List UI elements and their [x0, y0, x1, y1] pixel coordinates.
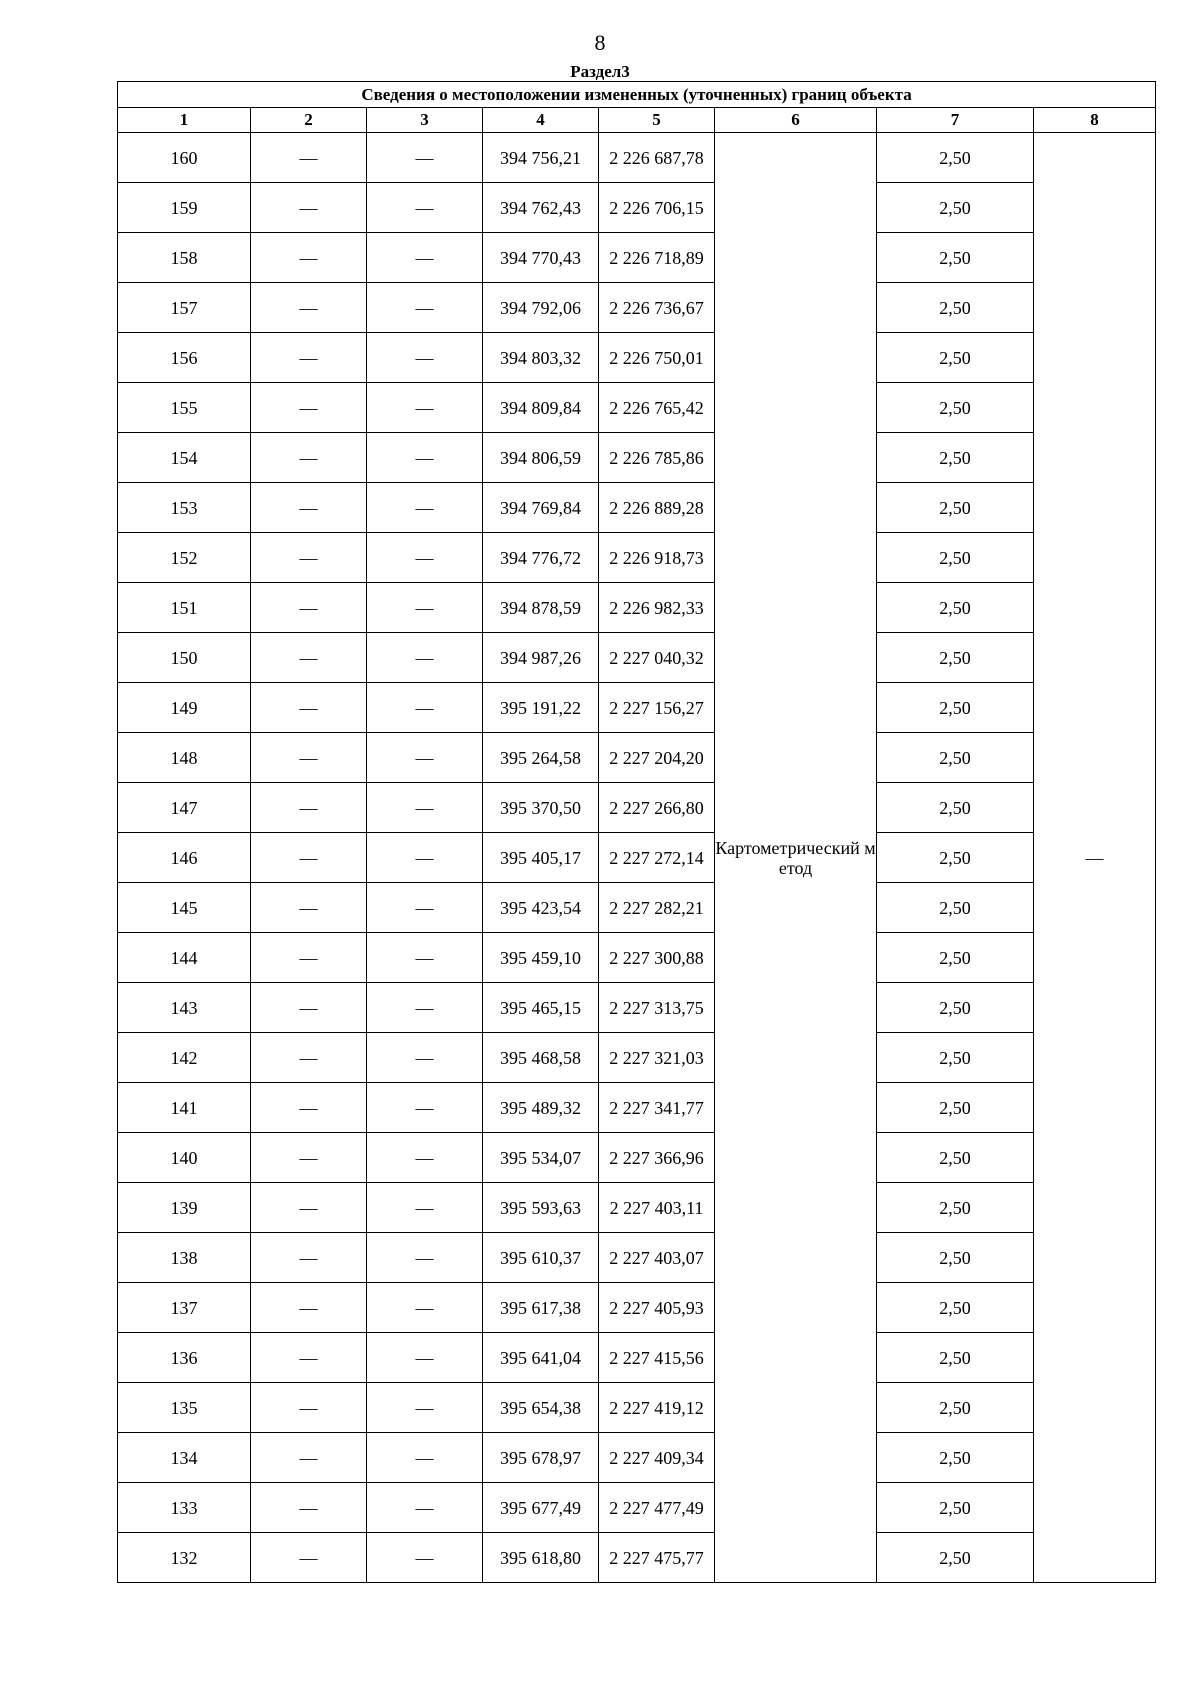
point-number-cell: 136 [118, 1333, 251, 1383]
column-3-cell: — [367, 1283, 483, 1333]
point-number-cell: 149 [118, 683, 251, 733]
x-coordinate-cell: 395 459,10 [483, 933, 599, 983]
x-coordinate-cell: 394 806,59 [483, 433, 599, 483]
y-coordinate-cell: 2 226 718,89 [599, 233, 715, 283]
column-3-cell: — [367, 1333, 483, 1383]
column-3-cell: — [367, 633, 483, 683]
accuracy-cell: 2,50 [877, 1383, 1034, 1433]
column-3-cell: — [367, 133, 483, 183]
y-coordinate-cell: 2 226 889,28 [599, 483, 715, 533]
y-coordinate-cell: 2 226 918,73 [599, 533, 715, 583]
column-3-cell: — [367, 983, 483, 1033]
column-header: 4 [483, 108, 599, 133]
y-coordinate-cell: 2 227 266,80 [599, 783, 715, 833]
accuracy-cell: 2,50 [877, 1433, 1034, 1483]
accuracy-cell: 2,50 [877, 1183, 1034, 1233]
column-2-cell: — [251, 883, 367, 933]
table-row [118, 133, 1156, 183]
column-3-cell: — [367, 683, 483, 733]
point-number-cell: 160 [118, 133, 251, 183]
column-3-cell: — [367, 583, 483, 633]
x-coordinate-cell: 394 769,84 [483, 483, 599, 533]
accuracy-cell: 2,50 [877, 133, 1034, 183]
table-row [118, 633, 1156, 683]
column-2-cell: — [251, 283, 367, 333]
point-number-cell: 152 [118, 533, 251, 583]
column-3-cell: — [367, 183, 483, 233]
point-number-cell: 156 [118, 333, 251, 383]
table-row [118, 933, 1156, 983]
column-2-cell: — [251, 1333, 367, 1383]
point-number-cell: 143 [118, 983, 251, 1033]
point-number-cell: 134 [118, 1433, 251, 1483]
column-header: 7 [877, 108, 1034, 133]
column-2-cell: — [251, 1383, 367, 1433]
column-2-cell: — [251, 833, 367, 883]
table-row [118, 583, 1156, 633]
y-coordinate-cell: 2 226 785,86 [599, 433, 715, 483]
x-coordinate-cell: 395 593,63 [483, 1183, 599, 1233]
column-8-cell: — [1034, 133, 1156, 1583]
column-3-cell: — [367, 933, 483, 983]
y-coordinate-cell: 2 227 419,12 [599, 1383, 715, 1433]
column-header: 3 [367, 108, 483, 133]
x-coordinate-cell: 394 809,84 [483, 383, 599, 433]
x-coordinate-cell: 394 770,43 [483, 233, 599, 283]
table-row [118, 1183, 1156, 1233]
point-number-cell: 144 [118, 933, 251, 983]
table-row [118, 1033, 1156, 1083]
column-header: 6 [715, 108, 877, 133]
x-coordinate-cell: 395 534,07 [483, 1133, 599, 1183]
table-row [118, 1283, 1156, 1333]
x-coordinate-cell: 395 264,58 [483, 733, 599, 783]
table-row [118, 233, 1156, 283]
column-2-cell: — [251, 1133, 367, 1183]
accuracy-cell: 2,50 [877, 233, 1034, 283]
y-coordinate-cell: 2 227 156,27 [599, 683, 715, 733]
x-coordinate-cell: 395 465,15 [483, 983, 599, 1033]
table-row [118, 433, 1156, 483]
accuracy-cell: 2,50 [877, 583, 1034, 633]
column-3-cell: — [367, 1083, 483, 1133]
point-number-cell: 150 [118, 633, 251, 683]
column-header: 2 [251, 108, 367, 133]
x-coordinate-cell: 395 405,17 [483, 833, 599, 883]
column-3-cell: — [367, 483, 483, 533]
table-row [118, 333, 1156, 383]
column-3-cell: — [367, 1233, 483, 1283]
column-2-cell: — [251, 1483, 367, 1533]
y-coordinate-cell: 2 226 982,33 [599, 583, 715, 633]
accuracy-cell: 2,50 [877, 183, 1034, 233]
x-coordinate-cell: 395 677,49 [483, 1483, 599, 1533]
table-row [118, 883, 1156, 933]
y-coordinate-cell: 2 227 403,11 [599, 1183, 715, 1233]
table-row [118, 1133, 1156, 1183]
boundary-coordinates-table [117, 81, 1156, 1583]
point-number-cell: 158 [118, 233, 251, 283]
column-3-cell: — [367, 533, 483, 583]
x-coordinate-cell: 394 756,21 [483, 133, 599, 183]
accuracy-cell: 2,50 [877, 733, 1034, 783]
column-2-cell: — [251, 1033, 367, 1083]
column-2-cell: — [251, 233, 367, 283]
table-row [118, 1383, 1156, 1433]
point-number-cell: 132 [118, 1533, 251, 1583]
x-coordinate-cell: 394 776,72 [483, 533, 599, 583]
point-number-cell: 147 [118, 783, 251, 833]
accuracy-cell: 2,50 [877, 683, 1034, 733]
column-3-cell: — [367, 833, 483, 883]
method-cell: Картометрический метод [715, 133, 877, 1583]
column-3-cell: — [367, 1033, 483, 1083]
column-2-cell: — [251, 633, 367, 683]
column-3-cell: — [367, 1483, 483, 1533]
column-2-cell: — [251, 1083, 367, 1133]
accuracy-cell: 2,50 [877, 283, 1034, 333]
table-body [118, 133, 1156, 1583]
column-3-cell: — [367, 883, 483, 933]
table-row [118, 183, 1156, 233]
x-coordinate-cell: 394 987,26 [483, 633, 599, 683]
column-2-cell: — [251, 733, 367, 783]
y-coordinate-cell: 2 227 300,88 [599, 933, 715, 983]
accuracy-cell: 2,50 [877, 1533, 1034, 1583]
table-row [118, 1483, 1156, 1533]
accuracy-cell: 2,50 [877, 883, 1034, 933]
x-coordinate-cell: 395 370,50 [483, 783, 599, 833]
accuracy-cell: 2,50 [877, 333, 1034, 383]
x-coordinate-cell: 395 423,54 [483, 883, 599, 933]
x-coordinate-cell: 395 468,58 [483, 1033, 599, 1083]
y-coordinate-cell: 2 226 736,67 [599, 283, 715, 333]
column-3-cell: — [367, 433, 483, 483]
point-number-cell: 146 [118, 833, 251, 883]
accuracy-cell: 2,50 [877, 433, 1034, 483]
table-row [118, 1083, 1156, 1133]
column-3-cell: — [367, 283, 483, 333]
column-3-cell: — [367, 1533, 483, 1583]
y-coordinate-cell: 2 227 477,49 [599, 1483, 715, 1533]
column-2-cell: — [251, 533, 367, 583]
accuracy-cell: 2,50 [877, 483, 1034, 533]
point-number-cell: 135 [118, 1383, 251, 1433]
column-2-cell: — [251, 133, 367, 183]
page-number: 8 [594, 30, 606, 55]
column-3-cell: — [367, 1433, 483, 1483]
column-header: 8 [1034, 108, 1156, 133]
x-coordinate-cell: 395 617,38 [483, 1283, 599, 1333]
column-2-cell: — [251, 1533, 367, 1583]
column-2-cell: — [251, 1283, 367, 1333]
y-coordinate-cell: 2 227 415,56 [599, 1333, 715, 1383]
accuracy-cell: 2,50 [877, 383, 1034, 433]
point-number-cell: 155 [118, 383, 251, 433]
y-coordinate-cell: 2 227 321,03 [599, 1033, 715, 1083]
column-3-cell: — [367, 733, 483, 783]
point-number-cell: 154 [118, 433, 251, 483]
table-row [118, 1533, 1156, 1583]
point-number-cell: 157 [118, 283, 251, 333]
x-coordinate-cell: 395 191,22 [483, 683, 599, 733]
x-coordinate-cell: 395 610,37 [483, 1233, 599, 1283]
y-coordinate-cell: 2 227 272,14 [599, 833, 715, 883]
accuracy-cell: 2,50 [877, 1233, 1034, 1283]
table-row [118, 683, 1156, 733]
point-number-cell: 140 [118, 1133, 251, 1183]
x-coordinate-cell: 394 792,06 [483, 283, 599, 333]
y-coordinate-cell: 2 226 750,01 [599, 333, 715, 383]
table-row [118, 1433, 1156, 1483]
column-2-cell: — [251, 1183, 367, 1233]
accuracy-cell: 2,50 [877, 533, 1034, 583]
y-coordinate-cell: 2 227 040,32 [599, 633, 715, 683]
x-coordinate-cell: 394 803,32 [483, 333, 599, 383]
accuracy-cell: 2,50 [877, 933, 1034, 983]
column-3-cell: — [367, 783, 483, 833]
table-row [118, 1233, 1156, 1283]
table-caption: Сведения о местоположении измененных (уточненных) границ объекта [118, 82, 1156, 108]
table-row [118, 733, 1156, 783]
accuracy-cell: 2,50 [877, 1333, 1034, 1383]
point-number-cell: 141 [118, 1083, 251, 1133]
point-number-cell: 138 [118, 1233, 251, 1283]
x-coordinate-cell: 395 489,32 [483, 1083, 599, 1133]
y-coordinate-cell: 2 227 366,96 [599, 1133, 715, 1183]
x-coordinate-cell: 395 641,04 [483, 1333, 599, 1383]
column-2-cell: — [251, 1233, 367, 1283]
accuracy-cell: 2,50 [877, 783, 1034, 833]
column-3-cell: — [367, 1383, 483, 1433]
column-2-cell: — [251, 983, 367, 1033]
y-coordinate-cell: 2 226 687,78 [599, 133, 715, 183]
y-coordinate-cell: 2 227 403,07 [599, 1233, 715, 1283]
accuracy-cell: 2,50 [877, 1483, 1034, 1533]
column-2-cell: — [251, 933, 367, 983]
x-coordinate-cell: 395 618,80 [483, 1533, 599, 1583]
column-2-cell: — [251, 483, 367, 533]
x-coordinate-cell: 395 678,97 [483, 1433, 599, 1483]
accuracy-cell: 2,50 [877, 633, 1034, 683]
point-number-cell: 148 [118, 733, 251, 783]
column-2-cell: — [251, 433, 367, 483]
table-row [118, 783, 1156, 833]
table-row [118, 283, 1156, 333]
y-coordinate-cell: 2 227 204,20 [599, 733, 715, 783]
accuracy-cell: 2,50 [877, 983, 1034, 1033]
accuracy-cell: 2,50 [877, 833, 1034, 883]
column-header: 1 [118, 108, 251, 133]
accuracy-cell: 2,50 [877, 1283, 1034, 1333]
column-number-row [118, 108, 1156, 133]
column-3-cell: — [367, 233, 483, 283]
table-row [118, 833, 1156, 883]
column-3-cell: — [367, 1133, 483, 1183]
point-number-cell: 139 [118, 1183, 251, 1233]
accuracy-cell: 2,50 [877, 1133, 1034, 1183]
y-coordinate-cell: 2 226 765,42 [599, 383, 715, 433]
x-coordinate-cell: 394 762,43 [483, 183, 599, 233]
y-coordinate-cell: 2 227 341,77 [599, 1083, 715, 1133]
y-coordinate-cell: 2 227 405,93 [599, 1283, 715, 1333]
point-number-cell: 133 [118, 1483, 251, 1533]
column-3-cell: — [367, 1183, 483, 1233]
y-coordinate-cell: 2 227 475,77 [599, 1533, 715, 1583]
column-2-cell: — [251, 583, 367, 633]
y-coordinate-cell: 2 226 706,15 [599, 183, 715, 233]
point-number-cell: 142 [118, 1033, 251, 1083]
column-2-cell: — [251, 333, 367, 383]
column-2-cell: — [251, 683, 367, 733]
x-coordinate-cell: 394 878,59 [483, 583, 599, 633]
column-3-cell: — [367, 333, 483, 383]
column-2-cell: — [251, 383, 367, 433]
point-number-cell: 153 [118, 483, 251, 533]
column-header: 5 [599, 108, 715, 133]
column-2-cell: — [251, 183, 367, 233]
column-2-cell: — [251, 1433, 367, 1483]
accuracy-cell: 2,50 [877, 1083, 1034, 1133]
table-row [118, 983, 1156, 1033]
point-number-cell: 159 [118, 183, 251, 233]
table-row [118, 533, 1156, 583]
y-coordinate-cell: 2 227 282,21 [599, 883, 715, 933]
y-coordinate-cell: 2 227 313,75 [599, 983, 715, 1033]
table-row [118, 1333, 1156, 1383]
y-coordinate-cell: 2 227 409,34 [599, 1433, 715, 1483]
table-row [118, 383, 1156, 433]
accuracy-cell: 2,50 [877, 1033, 1034, 1083]
section-title: Раздел3 [570, 62, 630, 81]
point-number-cell: 137 [118, 1283, 251, 1333]
point-number-cell: 151 [118, 583, 251, 633]
x-coordinate-cell: 395 654,38 [483, 1383, 599, 1433]
column-2-cell: — [251, 783, 367, 833]
column-3-cell: — [367, 383, 483, 433]
table-row [118, 483, 1156, 533]
point-number-cell: 145 [118, 883, 251, 933]
